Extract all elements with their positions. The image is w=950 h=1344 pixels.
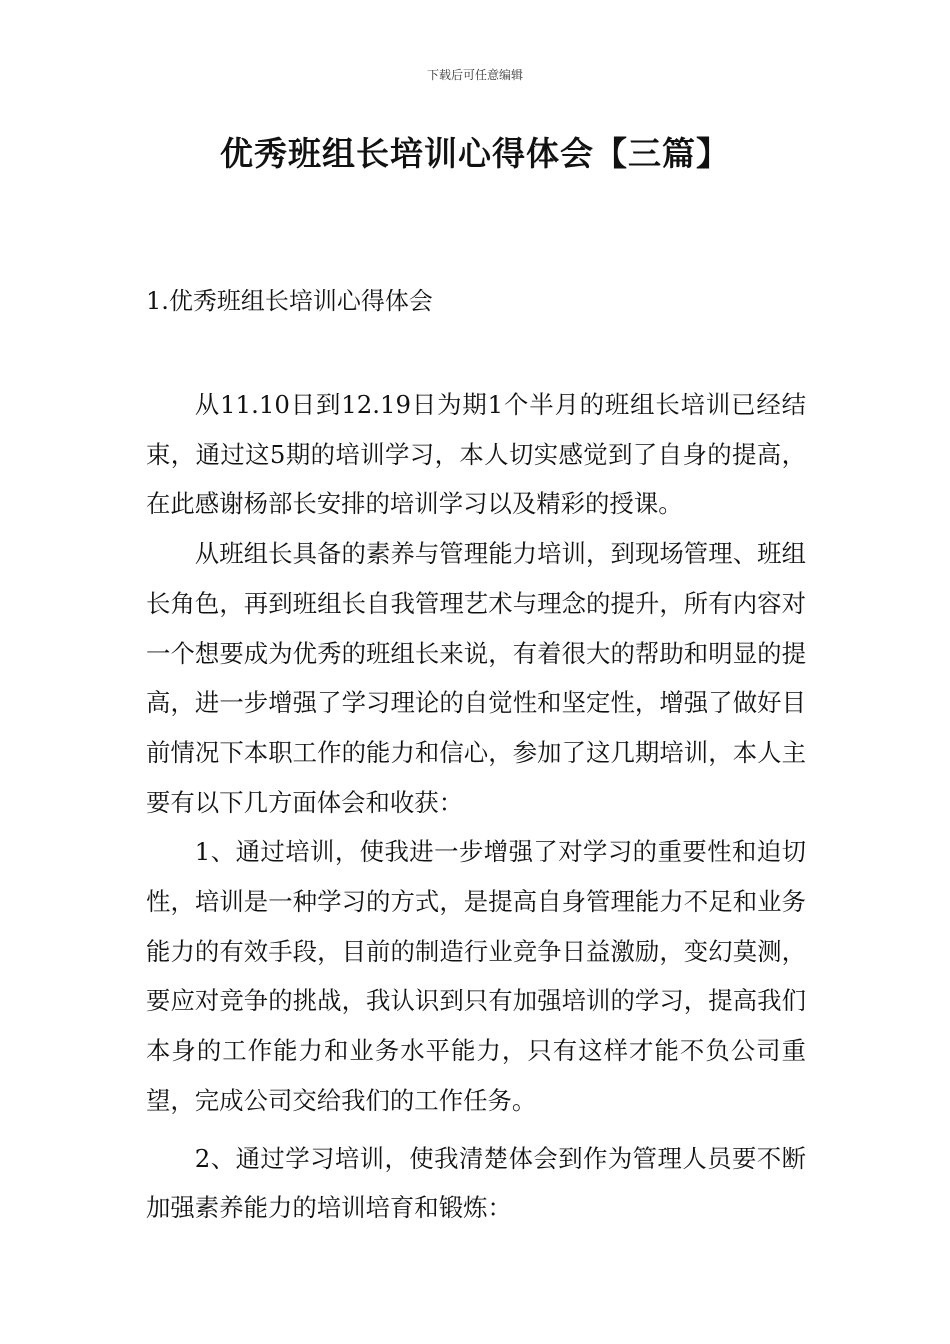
section-heading: 1.优秀班组长培训心得体会 <box>146 287 433 315</box>
header-note: 下载后可任意编辑 <box>426 68 523 82</box>
document-title: 优秀班组长培训心得体会【三篇】 <box>220 134 730 173</box>
paragraph-point-1: 1、通过培训，使我进一步增强了对学习的重要性和迫切性，培训是一种学习的方式，是提高自身管理能力不足和业务能力的有效手段，目前的制造行业竞争日益激励，变幻莫测，要应对竞争的挑战，我认识到只有加强培训的学习，提高我们本身的工作能力和业务水平能力，只有这样才能不负公司重望，完成公司交给我们的工作任务。 <box>146 837 806 1115</box>
document-body <box>146 380 806 1233</box>
paragraph-overview: 从班组长具备的素养与管理能力培训，到现场管理、班组长角色，再到班组长自我管理艺术与理念的提升，所有内容对一个想要成为优秀的班组长来说，有着很大的帮助和明显的提高，进一步增强了学习理论的自觉性和坚定性，增强了做好目前情况下本职工作的能力和信心，参加了这几期培训，本人主要有以下几方面体会和收获： <box>146 539 806 817</box>
paragraph-point-2: 2、通过学习培训，使我清楚体会到作为管理人员要不断加强素养能力的培训培育和锻炼： <box>146 1143 806 1223</box>
paragraph-intro: 从11.10日到12.19日为期1个半月的班组长培训已经结束，通过这5期的培训学习，本人切实感觉到了自身的提高，在此感谢杨部长安排的培训学习以及精彩的授课。 <box>146 390 806 519</box>
